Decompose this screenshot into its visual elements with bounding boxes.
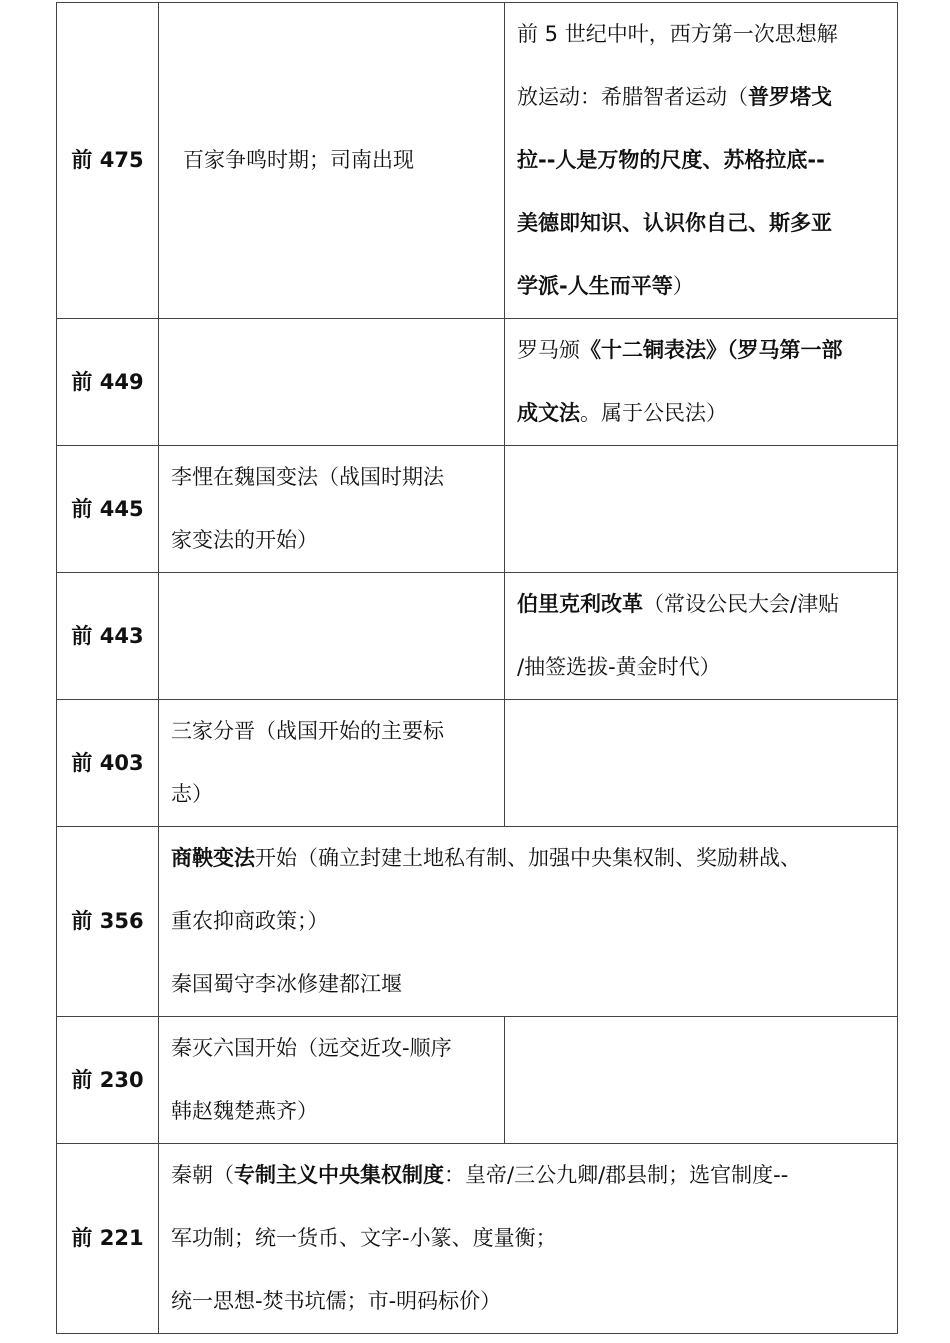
bold-text-run: 普罗塔戈 (748, 85, 832, 109)
bold-text-run: 拉--人是万物的尺度、苏格拉底-- (517, 148, 825, 172)
west-event-line (517, 192, 893, 255)
west-event-line: /抽签选拔-黄金时代） (517, 655, 721, 679)
china-event-line: 李悝在魏国变法（战国时期法 (171, 465, 444, 489)
china-event-line: 韩赵魏楚燕齐） (171, 1099, 318, 1123)
bold-text-run: 专制主义中央集权制度 (234, 1163, 444, 1187)
china-event-line: 家变法的开始） (171, 528, 318, 552)
merged-event-cell (159, 1144, 898, 1334)
event-line: 重农抑商政策；） (171, 909, 329, 933)
table-row (57, 1017, 898, 1144)
bold-text-run: 美德即知识、认识你自己、斯多亚 (517, 211, 832, 235)
china-event-line: 秦灭六国开始（远交近攻-顺序 (171, 1036, 452, 1060)
text-run: 。属于公民法） (580, 401, 727, 425)
west-event-cell (505, 700, 898, 827)
west-event-cell (505, 1017, 898, 1144)
china-event-cell (159, 319, 505, 446)
west-event-line (517, 573, 893, 636)
china-event-text: 百家争鸣时期；司南出现 (183, 148, 414, 172)
text-run: （常设公民大会/津贴 (643, 592, 840, 616)
china-event-line: 三家分晋（战国开始的主要标 (171, 719, 444, 743)
event-line: 军功制；统一货币、文字-小篆、度量衡； (171, 1226, 557, 1250)
text-run: 罗马颁 (517, 338, 580, 362)
west-event-line: 前 5 世纪中叶，西方第一次思想解 (517, 22, 838, 46)
table-row (57, 319, 898, 446)
table-row (57, 573, 898, 700)
china-event-cell (159, 1017, 505, 1144)
text-run: ） (672, 274, 694, 298)
west-event-cell (505, 3, 898, 319)
china-event-cell (159, 700, 505, 827)
event-line (171, 1144, 893, 1207)
china-event-cell (159, 3, 505, 319)
year-cell: 前 230 (57, 1017, 159, 1144)
text-run: 开始（确立封建土地私有制、加强中央集权制、奖励耕战、 (255, 846, 801, 870)
west-event-cell (505, 573, 898, 700)
china-event-line: 志） (171, 782, 213, 806)
west-event-line (517, 319, 893, 382)
year-cell: 前 221 (57, 1144, 159, 1334)
bold-text-run: 学派-人生而平等 (517, 274, 673, 298)
bold-text-run: 商鞅变法 (171, 846, 255, 870)
china-event-cell (159, 446, 505, 573)
west-event-line (517, 255, 893, 318)
table-row (57, 3, 898, 319)
table-row (57, 827, 898, 1017)
text-run: 秦朝（ (171, 1163, 234, 1187)
year-cell: 前 356 (57, 827, 159, 1017)
event-line (171, 827, 893, 890)
year-cell: 前 445 (57, 446, 159, 573)
west-event-cell (505, 446, 898, 573)
merged-event-cell (159, 827, 898, 1017)
year-cell: 前 403 (57, 700, 159, 827)
text-run: ：皇帝/三公九卿/郡县制；选官制度-- (444, 1163, 789, 1187)
bold-text-run: 《十二铜表法》（罗马第一部 (580, 338, 843, 362)
event-line: 统一思想-焚书坑儒；市-明码标价） (171, 1289, 502, 1313)
year-cell: 前 443 (57, 573, 159, 700)
event-line: 秦国蜀守李冰修建都江堰 (171, 972, 402, 996)
west-event-line (517, 382, 893, 445)
west-event-line (517, 129, 893, 192)
year-cell: 前 475 (57, 3, 159, 319)
year-cell: 前 449 (57, 319, 159, 446)
bold-text-run: 成文法 (517, 401, 580, 425)
west-event-line (517, 66, 893, 129)
china-event-cell (159, 573, 505, 700)
text-run: 放运动：希腊智者运动（ (517, 85, 748, 109)
table-row (57, 446, 898, 573)
table-row (57, 1144, 898, 1334)
bold-text-run: 伯里克利改革 (517, 592, 643, 616)
timeline-table (56, 2, 898, 1334)
table-row (57, 700, 898, 827)
west-event-cell (505, 319, 898, 446)
